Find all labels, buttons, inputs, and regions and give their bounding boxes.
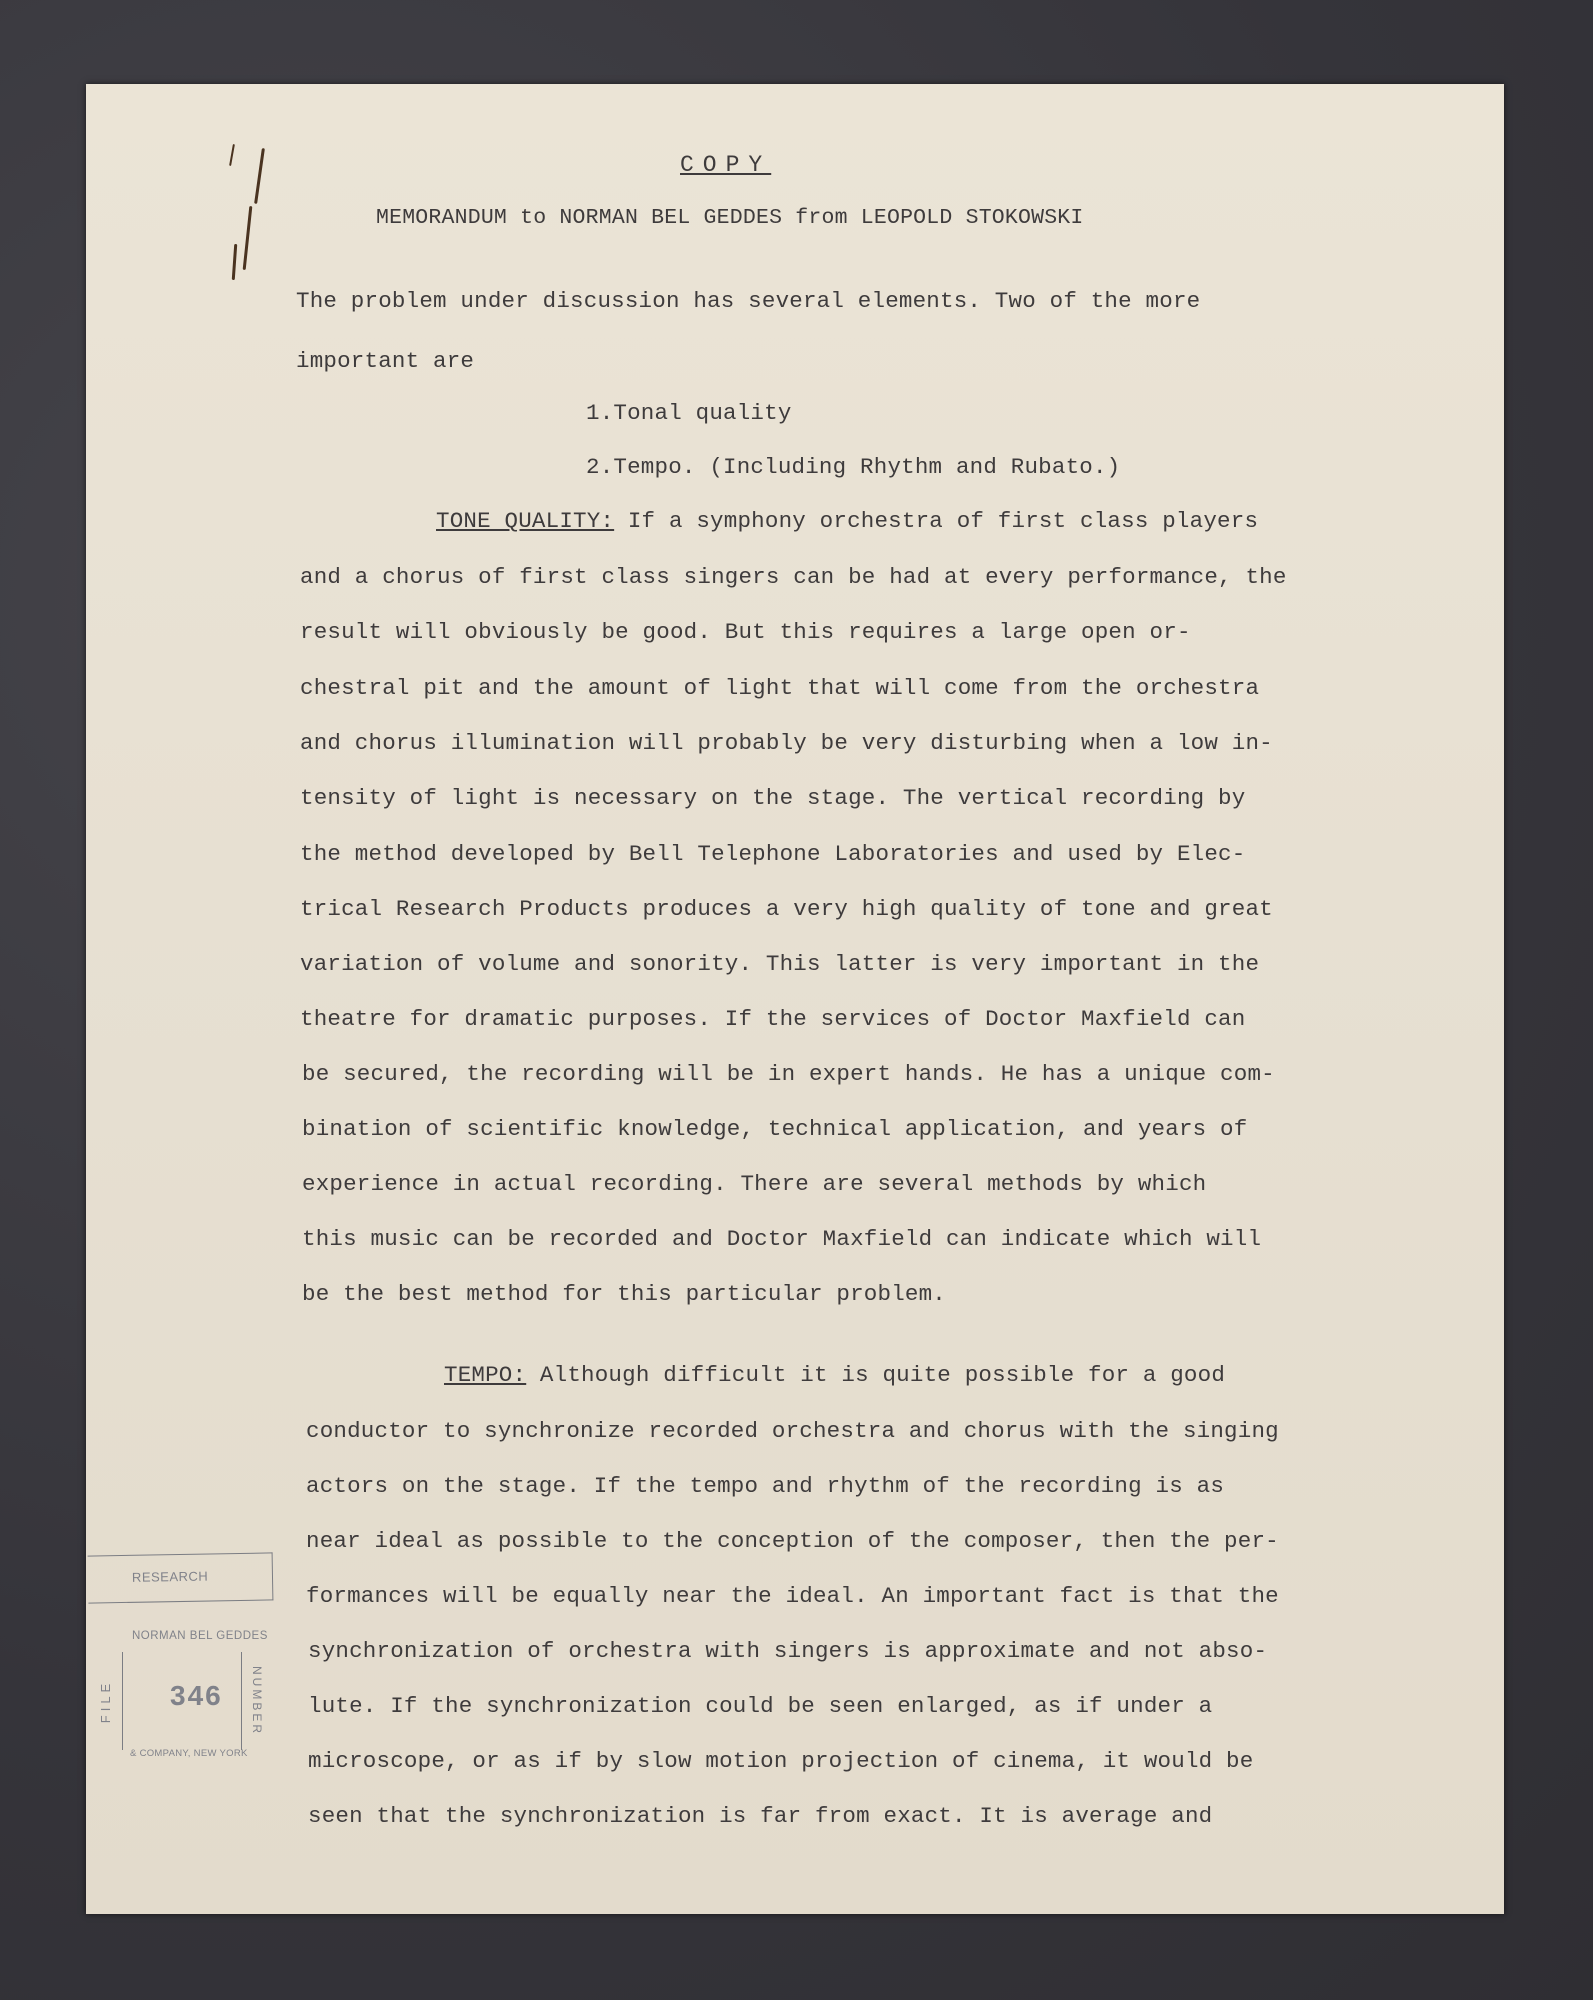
- paragraph-line: be the best method for this particular problem.: [302, 1281, 947, 1307]
- paragraph-line: and chorus illumination will probably be very disturbing when a low in-: [300, 730, 1273, 756]
- paragraph-line: actors on the stage. If the tempo and rhythm of the recording is as: [306, 1473, 1225, 1499]
- research-stamp: [88, 1552, 274, 1603]
- pen-mark-4: [232, 244, 238, 280]
- paragraph-line: and a chorus of first class singers can be had at every performance, the: [300, 564, 1287, 590]
- paragraph-line: near ideal as possible to the conception of the composer, then the per-: [306, 1528, 1279, 1554]
- paragraph-line: microscope, or as if by slow motion projection of cinema, it would be: [308, 1748, 1254, 1774]
- pen-mark-1: [254, 148, 265, 204]
- memo-heading: MEMORANDUM to NORMAN BEL GEDDES from LEOPOLD STOKOWSKI: [376, 206, 1084, 230]
- list-item-1: 1.Tonal quality: [586, 400, 792, 426]
- paragraph-line: conductor to synchronize recorded orchestra and chorus with the singing: [306, 1418, 1279, 1444]
- research-label: RESEARCH: [131, 1568, 209, 1585]
- tempo-first-text: Although difficult it is quite possible for a good: [539, 1362, 1226, 1388]
- stamp-company-bottom: & COMPANY, NEW YORK: [130, 1748, 248, 1759]
- paragraph-line: experience in actual recording. There are several methods by which: [302, 1171, 1207, 1197]
- stamp-company-top: NORMAN BEL GEDDES: [132, 1630, 268, 1642]
- tone-quality-first-text: If a symphony orchestra of first class players: [627, 508, 1259, 534]
- tone-quality-label: TONE QUALITY:: [436, 508, 615, 534]
- paragraph-line: seen that the synchronization is far from exact. It is average and: [308, 1803, 1213, 1829]
- intro-line-1: The problem under discussion has several elements. Two of the more: [296, 288, 1201, 314]
- memo-page: [86, 84, 1504, 1914]
- number-side-label: NUMBER: [250, 1665, 265, 1737]
- paragraph-line: synchronization of orchestra with singers is approximate and not abso-: [308, 1638, 1268, 1664]
- tempo-first-line: [444, 1362, 1225, 1388]
- paragraph-line: this music can be recorded and Doctor Maxfield can indicate which will: [302, 1226, 1262, 1252]
- paragraph-line: formances will be equally near the ideal. An important fact is that the: [306, 1583, 1279, 1609]
- paragraph-line: bination of scientific knowledge, technical application, and years of: [302, 1116, 1248, 1142]
- tempo-label: TEMPO:: [444, 1362, 527, 1388]
- file-number: 346: [170, 1680, 223, 1711]
- tone-quality-first-line: [436, 508, 1258, 534]
- paragraph-line: result will obviously be good. But this requires a large open or-: [300, 619, 1191, 645]
- doc-title: COPY: [680, 152, 772, 178]
- intro-line-2: important are: [296, 348, 475, 374]
- paragraph-line: trical Research Products produces a very high quality of tone and great: [300, 896, 1273, 922]
- paragraph-line: variation of volume and sonority. This latter is very important in the: [300, 951, 1260, 977]
- paragraph-line: tensity of light is necessary on the stage. The vertical recording by: [300, 785, 1246, 811]
- list-item-2: 2.Tempo. (Including Rhythm and Rubato.): [586, 454, 1121, 480]
- paragraph-line: be secured, the recording will be in expert hands. He has a unique com-: [302, 1061, 1275, 1087]
- paragraph-line: the method developed by Bell Telephone Laboratories and used by Elec-: [300, 841, 1246, 867]
- pen-mark-2: [243, 206, 253, 270]
- paragraph-line: lute. If the synchronization could be seen enlarged, as if under a: [308, 1693, 1213, 1719]
- file-side-label: FILE: [98, 1679, 114, 1724]
- pen-mark-3: [229, 144, 235, 166]
- paragraph-line: theatre for dramatic purposes. If the services of Doctor Maxfield can: [300, 1006, 1246, 1032]
- paragraph-line: chestral pit and the amount of light that will come from the orchestra: [300, 675, 1260, 701]
